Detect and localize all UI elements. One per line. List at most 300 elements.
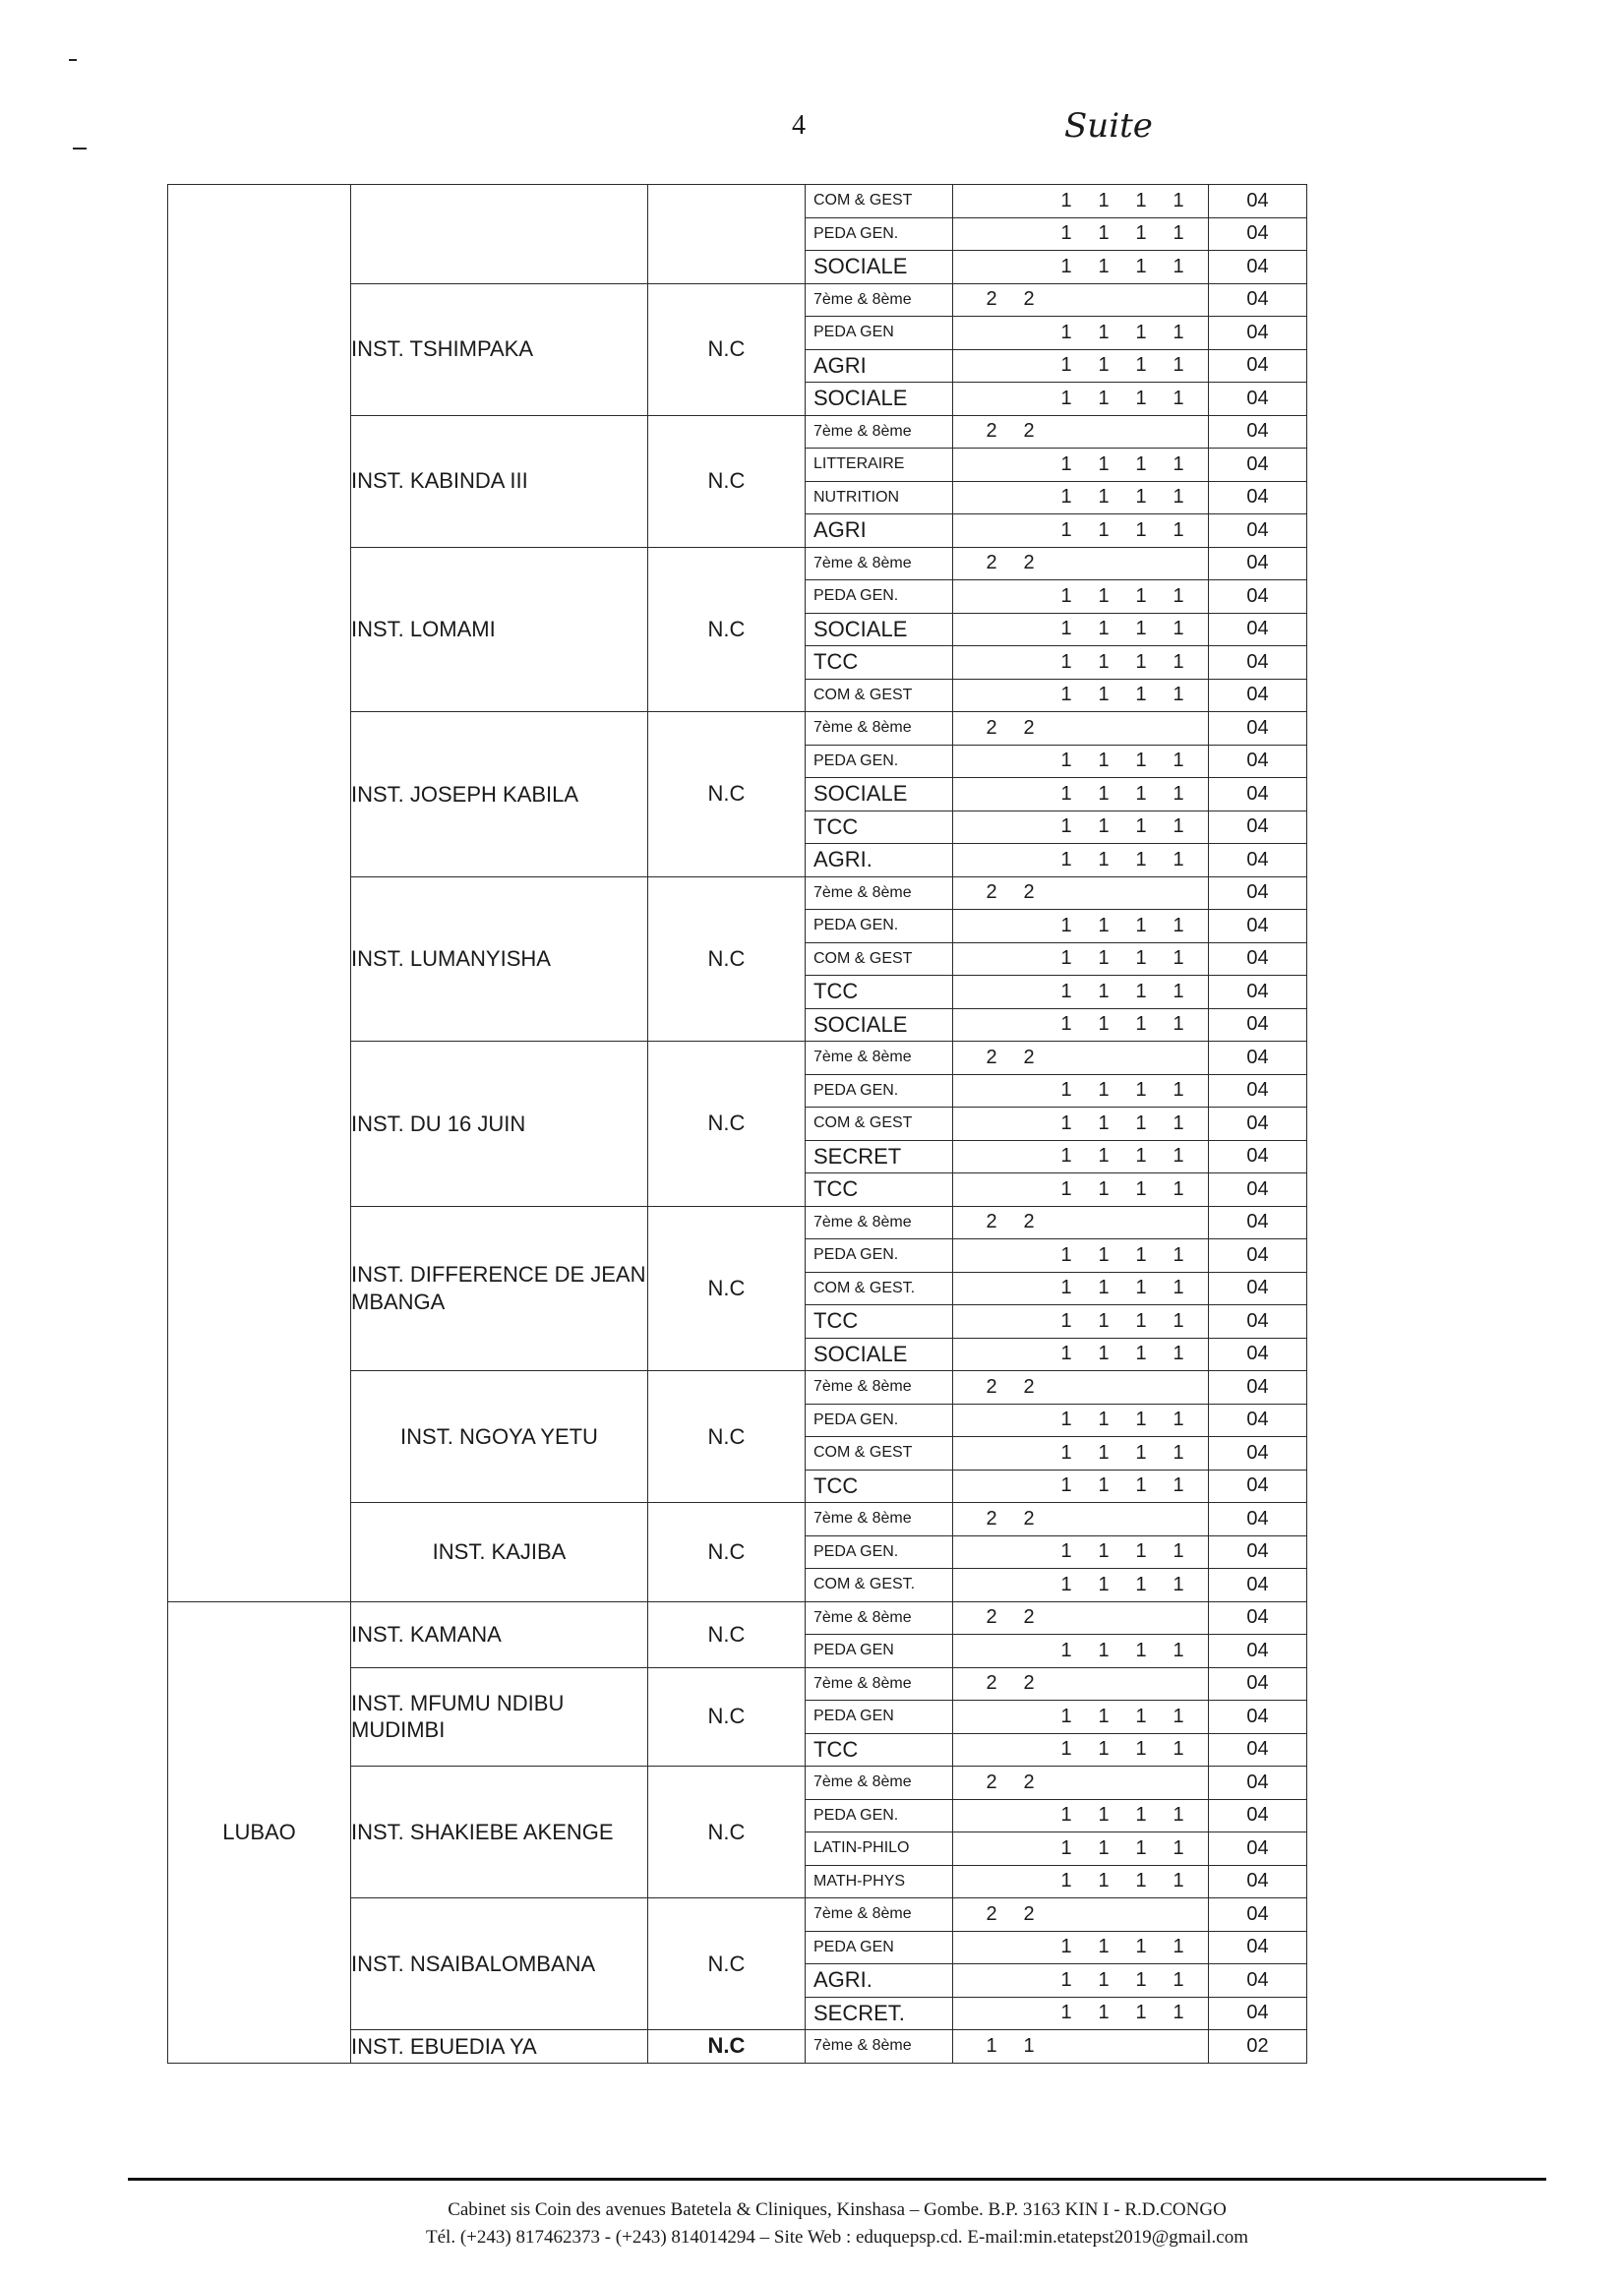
class-counts	[953, 976, 1209, 1009]
section-cell	[806, 1338, 953, 1371]
count-value: 1	[1098, 584, 1110, 607]
class-counts	[953, 481, 1209, 514]
count-value: 1	[1060, 486, 1072, 509]
table-row	[168, 185, 1307, 218]
total-value: 04	[1209, 1173, 1307, 1207]
status-cell: N.C	[648, 1667, 806, 1767]
status-cell: N.C	[648, 1898, 806, 2030]
section-cell	[806, 1008, 953, 1042]
count-value: 1	[1173, 2002, 1184, 2024]
section-label: PEDA GEN.	[813, 224, 899, 242]
count-value: 1	[1098, 321, 1110, 343]
section-cell	[806, 1569, 953, 1602]
count-value: 1	[1173, 1309, 1184, 1332]
count-value: 2	[986, 420, 997, 443]
count-value: 1	[1023, 2034, 1035, 2057]
count-value: 1	[1060, 618, 1072, 640]
section-label: 7ème & 8ème	[813, 422, 912, 440]
total-value: 04	[1209, 1931, 1307, 1964]
class-counts	[953, 1535, 1209, 1569]
class-counts	[953, 251, 1209, 284]
total-value: 04	[1209, 317, 1307, 350]
section-cell	[806, 251, 953, 284]
count-value: 1	[1098, 222, 1110, 245]
section-label: TCC	[813, 1472, 859, 1498]
count-value: 1	[1173, 1177, 1184, 1200]
class-counts	[953, 1733, 1209, 1767]
count-value: 1	[1135, 848, 1147, 871]
count-value: 1	[1098, 452, 1110, 475]
section-label: TCC	[813, 813, 859, 839]
count-value: 1	[1173, 750, 1184, 772]
count-value: 1	[1098, 387, 1110, 409]
class-counts	[953, 679, 1209, 712]
count-value: 1	[1060, 222, 1072, 245]
count-value: 1	[1173, 321, 1184, 343]
section-cell	[806, 349, 953, 383]
total-value: 04	[1209, 1305, 1307, 1339]
count-value: 1	[1135, 387, 1147, 409]
count-value: 2	[986, 288, 997, 311]
section-label: SOCIALE	[813, 1011, 908, 1037]
count-value: 2	[986, 1046, 997, 1068]
count-value: 1	[1060, 914, 1072, 936]
count-value: 1	[1173, 1540, 1184, 1563]
count-value: 2	[1023, 1046, 1035, 1068]
total-value: 04	[1209, 1635, 1307, 1668]
section-cell	[806, 1865, 953, 1898]
count-value: 1	[1173, 848, 1184, 871]
count-value: 1	[1060, 1409, 1072, 1431]
count-value: 1	[1060, 518, 1072, 541]
total-value: 04	[1209, 1964, 1307, 1998]
page-number: 4	[792, 110, 806, 141]
count-value: 1	[1060, 2002, 1072, 2024]
section-label: COM & GEST	[813, 686, 913, 703]
section-cell	[806, 1140, 953, 1173]
count-value: 1	[1098, 684, 1110, 706]
section-label: PEDA GEN	[813, 324, 894, 341]
class-counts	[953, 844, 1209, 877]
count-value: 1	[1173, 684, 1184, 706]
institution-name: INST. NGOYA YETU	[351, 1371, 648, 1503]
section-cell	[806, 547, 953, 580]
count-value: 1	[1060, 650, 1072, 673]
class-counts	[953, 383, 1209, 416]
count-value: 1	[1173, 1968, 1184, 1991]
count-value: 1	[1135, 1079, 1147, 1102]
count-value: 2	[1023, 420, 1035, 443]
class-counts	[953, 349, 1209, 383]
class-counts	[953, 1404, 1209, 1437]
count-value: 1	[1135, 189, 1147, 211]
section-cell	[806, 1239, 953, 1273]
section-cell	[806, 1601, 953, 1635]
count-value: 1	[1173, 255, 1184, 277]
institution-name: INST. KABINDA III	[351, 415, 648, 547]
class-counts	[953, 1832, 1209, 1866]
institution-name: INST. DU 16 JUIN	[351, 1042, 648, 1207]
count-value: 1	[1098, 782, 1110, 805]
class-counts	[953, 1008, 1209, 1042]
count-value: 1	[1098, 486, 1110, 509]
count-value: 1	[1173, 452, 1184, 475]
count-value: 2	[986, 1211, 997, 1233]
class-counts	[953, 547, 1209, 580]
count-value: 2	[1023, 1606, 1035, 1629]
count-value: 1	[1098, 1013, 1110, 1036]
total-value: 04	[1209, 646, 1307, 680]
total-value: 04	[1209, 383, 1307, 416]
count-value: 1	[1173, 1079, 1184, 1102]
section-label: SOCIALE	[813, 616, 908, 641]
count-value: 1	[1098, 848, 1110, 871]
count-value: 1	[1135, 486, 1147, 509]
status-cell: N.C	[648, 283, 806, 415]
institution-name: INST. NSAIBALOMBANA	[351, 1898, 648, 2030]
total-value: 04	[1209, 580, 1307, 614]
count-value: 1	[1098, 2002, 1110, 2024]
section-label: SECRET.	[813, 2000, 905, 2025]
class-counts	[953, 2030, 1209, 2064]
count-value: 1	[1173, 1870, 1184, 1892]
total-value: 04	[1209, 1601, 1307, 1635]
count-value: 1	[1135, 1540, 1147, 1563]
total-value: 04	[1209, 283, 1307, 317]
count-value: 1	[1173, 782, 1184, 805]
table-row	[168, 1601, 1307, 1635]
section-cell	[806, 514, 953, 548]
section-label: COM & GEST.	[813, 1279, 916, 1296]
footer-contact: Tél. (+243) 817462373 - (+243) 814014294 – Site Web : eduquepsp.cd. E-mail:min.etatepst2019@gmail.com	[426, 2227, 1248, 2248]
count-value: 1	[1098, 1968, 1110, 1991]
section-cell	[806, 1635, 953, 1668]
count-value: 1	[1135, 1705, 1147, 1727]
total-value: 04	[1209, 745, 1307, 778]
total-value: 04	[1209, 1042, 1307, 1075]
count-value: 1	[1135, 354, 1147, 377]
section-cell	[806, 613, 953, 646]
count-value: 1	[1060, 189, 1072, 211]
section-cell	[806, 876, 953, 910]
section-label: PEDA GEN	[813, 1642, 894, 1659]
count-value: 1	[1173, 1738, 1184, 1761]
count-value: 1	[1060, 452, 1072, 475]
count-value: 1	[1060, 1079, 1072, 1102]
count-value: 1	[1173, 354, 1184, 377]
class-counts	[953, 1635, 1209, 1668]
count-value: 1	[1135, 684, 1147, 706]
count-value: 1	[1060, 255, 1072, 277]
class-counts	[953, 580, 1209, 614]
class-counts	[953, 876, 1209, 910]
class-counts	[953, 1931, 1209, 1964]
section-label: 7ème & 8ème	[813, 1213, 912, 1231]
total-value: 04	[1209, 449, 1307, 482]
count-value: 1	[1098, 750, 1110, 772]
count-value: 2	[986, 1902, 997, 1925]
count-value: 2	[1023, 716, 1035, 739]
class-counts	[953, 1767, 1209, 1800]
count-value: 1	[1173, 486, 1184, 509]
section-cell	[806, 745, 953, 778]
class-counts	[953, 1799, 1209, 1832]
section-cell	[806, 1799, 953, 1832]
class-counts	[953, 1074, 1209, 1108]
count-value: 1	[1060, 848, 1072, 871]
count-value: 1	[1173, 1474, 1184, 1497]
section-cell	[806, 1470, 953, 1503]
section-label: 7ème & 8ème	[813, 883, 912, 901]
class-counts	[953, 1305, 1209, 1339]
count-value: 1	[1098, 255, 1110, 277]
total-value: 04	[1209, 217, 1307, 251]
count-value: 1	[1098, 1870, 1110, 1892]
section-cell	[806, 1173, 953, 1207]
class-counts	[953, 1140, 1209, 1173]
institution-name: INST. LUMANYISHA	[351, 876, 648, 1042]
section-cell	[806, 1535, 953, 1569]
count-value: 1	[1135, 1013, 1147, 1036]
count-value: 1	[1098, 518, 1110, 541]
section-cell	[806, 811, 953, 844]
class-counts	[953, 910, 1209, 943]
total-value: 04	[1209, 514, 1307, 548]
count-value: 1	[1060, 584, 1072, 607]
count-value: 1	[1135, 650, 1147, 673]
status-cell: N.C	[648, 1503, 806, 1602]
count-value: 1	[1098, 354, 1110, 377]
section-label: SECRET	[813, 1143, 902, 1169]
count-value: 1	[1135, 1441, 1147, 1464]
section-cell	[806, 1503, 953, 1536]
count-value: 2	[1023, 881, 1035, 904]
count-value: 1	[1098, 1441, 1110, 1464]
count-value: 1	[1098, 1145, 1110, 1168]
count-value: 2	[1023, 1211, 1035, 1233]
suite-label: Suite	[1064, 106, 1153, 146]
section-label: AGRI	[813, 517, 867, 543]
section-cell	[806, 1701, 953, 1734]
class-counts	[953, 646, 1209, 680]
section-cell	[806, 1997, 953, 2030]
total-value: 04	[1209, 1667, 1307, 1701]
count-value: 1	[1098, 1409, 1110, 1431]
total-value: 04	[1209, 942, 1307, 976]
count-value: 1	[1098, 1540, 1110, 1563]
section-cell	[806, 1898, 953, 1932]
section-cell	[806, 1832, 953, 1866]
section-label: PEDA GEN.	[813, 751, 899, 769]
total-value: 04	[1209, 1437, 1307, 1471]
section-cell	[806, 1305, 953, 1339]
institution-name: INST. DIFFERENCE DE JEAN MBANGA	[351, 1206, 648, 1371]
total-value: 02	[1209, 2030, 1307, 2064]
count-value: 2	[986, 1606, 997, 1629]
class-counts	[953, 1239, 1209, 1273]
total-value: 04	[1209, 1239, 1307, 1273]
count-value: 1	[1135, 947, 1147, 970]
section-label: TCC	[813, 1736, 859, 1762]
count-value: 1	[1173, 650, 1184, 673]
count-value: 1	[1098, 1309, 1110, 1332]
class-counts	[953, 1503, 1209, 1536]
section-cell	[806, 217, 953, 251]
count-value: 1	[1135, 222, 1147, 245]
section-cell	[806, 942, 953, 976]
status-cell: N.C	[648, 1767, 806, 1898]
count-value: 1	[1098, 1804, 1110, 1827]
class-counts	[953, 1601, 1209, 1635]
count-value: 2	[986, 1507, 997, 1530]
section-cell	[806, 1667, 953, 1701]
count-value: 1	[1173, 1836, 1184, 1859]
section-cell	[806, 1931, 953, 1964]
section-label: 7ème & 8ème	[813, 1773, 912, 1791]
total-value: 04	[1209, 778, 1307, 811]
count-value: 1	[1098, 947, 1110, 970]
count-value: 1	[1098, 1573, 1110, 1595]
section-label: 7ème & 8ème	[813, 1608, 912, 1626]
count-value: 1	[1060, 1177, 1072, 1200]
section-cell	[806, 415, 953, 449]
count-value: 1	[1173, 947, 1184, 970]
institution-name: INST. MFUMU NDIBU MUDIMBI	[351, 1667, 648, 1767]
count-value: 1	[1173, 1343, 1184, 1365]
count-value: 2	[986, 716, 997, 739]
count-value: 1	[1135, 1409, 1147, 1431]
class-counts	[953, 317, 1209, 350]
count-value: 1	[1060, 1441, 1072, 1464]
count-value: 1	[1060, 1277, 1072, 1299]
total-value: 04	[1209, 1865, 1307, 1898]
total-value: 04	[1209, 415, 1307, 449]
status-cell: N.C	[648, 876, 806, 1042]
class-counts	[953, 1206, 1209, 1239]
class-counts	[953, 415, 1209, 449]
count-value: 1	[1060, 1968, 1072, 1991]
count-value: 1	[1135, 1243, 1147, 1266]
section-label: 7ème & 8ème	[813, 1378, 912, 1396]
status-cell	[648, 185, 806, 284]
class-counts	[953, 1865, 1209, 1898]
total-value: 04	[1209, 1733, 1307, 1767]
class-counts	[953, 1997, 1209, 2030]
section-cell	[806, 646, 953, 680]
count-value: 2	[1023, 1672, 1035, 1695]
count-value: 1	[1060, 321, 1072, 343]
count-value: 1	[1135, 618, 1147, 640]
class-counts	[953, 1371, 1209, 1405]
count-value: 2	[1023, 1375, 1035, 1398]
section-cell	[806, 778, 953, 811]
class-counts	[953, 1667, 1209, 1701]
total-value: 04	[1209, 1108, 1307, 1141]
count-value: 1	[1173, 1936, 1184, 1958]
total-value: 04	[1209, 547, 1307, 580]
total-value: 04	[1209, 1338, 1307, 1371]
count-value: 1	[1173, 1243, 1184, 1266]
section-label: COM & GEST.	[813, 1576, 916, 1593]
count-value: 1	[1135, 1145, 1147, 1168]
section-label: PEDA GEN.	[813, 1542, 899, 1560]
count-value: 1	[1135, 1738, 1147, 1761]
count-value: 1	[1135, 815, 1147, 838]
class-counts	[953, 1701, 1209, 1734]
count-value: 1	[1060, 1836, 1072, 1859]
institution-name: INST. SHAKIEBE AKENGE	[351, 1767, 648, 1898]
section-cell	[806, 1272, 953, 1305]
total-value: 04	[1209, 1799, 1307, 1832]
count-value: 1	[1060, 684, 1072, 706]
count-value: 1	[986, 2034, 997, 2057]
count-value: 1	[1060, 1870, 1072, 1892]
section-label: TCC	[813, 1176, 859, 1202]
count-value: 1	[1173, 618, 1184, 640]
count-value: 1	[1135, 750, 1147, 772]
count-value: 2	[986, 881, 997, 904]
section-cell	[806, 481, 953, 514]
class-counts	[953, 1173, 1209, 1207]
count-value: 1	[1135, 1343, 1147, 1365]
section-cell	[806, 449, 953, 482]
total-value: 04	[1209, 349, 1307, 383]
count-value: 1	[1173, 914, 1184, 936]
count-value: 1	[1060, 1309, 1072, 1332]
total-value: 04	[1209, 185, 1307, 218]
count-value: 1	[1098, 1243, 1110, 1266]
status-cell: N.C	[648, 2030, 806, 2064]
margin-mark	[73, 148, 87, 150]
section-cell	[806, 317, 953, 350]
count-value: 1	[1135, 584, 1147, 607]
schools-table	[167, 184, 1307, 2064]
section-label: MATH-PHYS	[813, 1872, 906, 1890]
total-value: 04	[1209, 1074, 1307, 1108]
class-counts	[953, 217, 1209, 251]
total-value: 04	[1209, 1008, 1307, 1042]
section-label: TCC	[813, 979, 859, 1004]
count-value: 1	[1135, 1309, 1147, 1332]
section-cell	[806, 1404, 953, 1437]
section-label: AGRI.	[813, 847, 872, 872]
section-label: PEDA GEN.	[813, 1081, 899, 1099]
count-value: 1	[1098, 980, 1110, 1002]
total-value: 04	[1209, 1470, 1307, 1503]
count-value: 1	[1173, 1145, 1184, 1168]
count-value: 2	[986, 1375, 997, 1398]
section-label: PEDA GEN.	[813, 1411, 899, 1428]
section-label: PEDA GEN	[813, 1938, 894, 1955]
count-value: 1	[1098, 1738, 1110, 1761]
section-label: COM & GEST	[813, 1444, 913, 1462]
status-cell: N.C	[648, 712, 806, 877]
institution-name: INST. TSHIMPAKA	[351, 283, 648, 415]
institution-name: INST. EBUEDIA YA	[351, 2030, 648, 2064]
count-value: 1	[1098, 815, 1110, 838]
total-value: 04	[1209, 1206, 1307, 1239]
section-label: PEDA GEN.	[813, 1246, 899, 1264]
class-counts	[953, 449, 1209, 482]
status-cell: N.C	[648, 547, 806, 712]
count-value: 1	[1060, 1243, 1072, 1266]
count-value: 1	[1098, 1177, 1110, 1200]
section-cell	[806, 1074, 953, 1108]
total-value: 04	[1209, 1701, 1307, 1734]
institution-name: INST. JOSEPH KABILA	[351, 712, 648, 877]
total-value: 04	[1209, 1371, 1307, 1405]
count-value: 1	[1135, 1177, 1147, 1200]
